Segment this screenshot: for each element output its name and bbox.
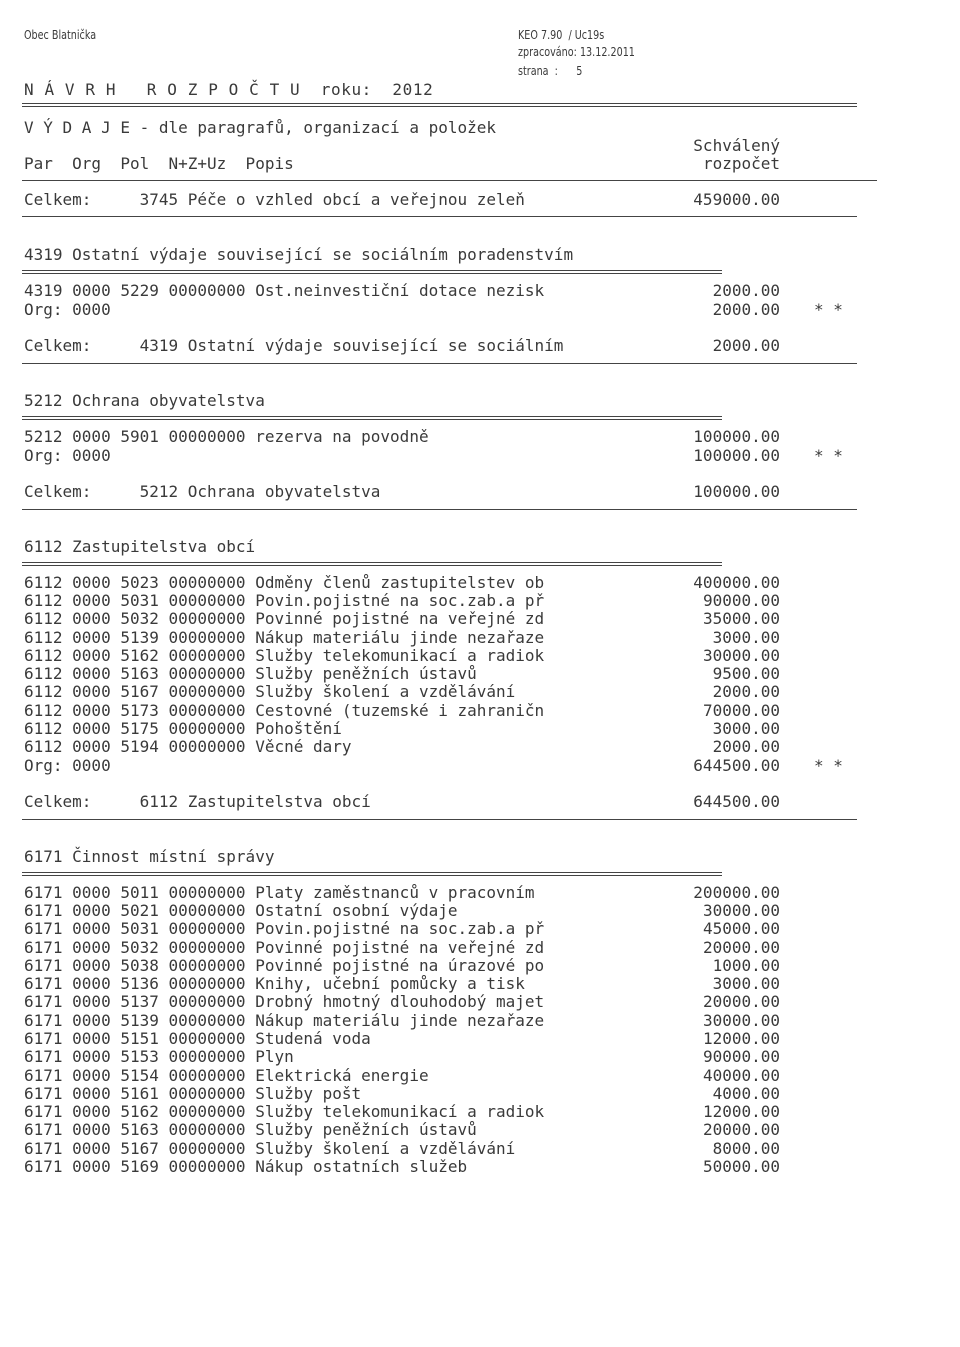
table-row: 6171 0000 5011 00000000 Platy zaměstnanců v pracovním 200000.00 [24,883,780,902]
table-row: 6171 0000 5162 00000000 Služby telekomunikací a radiok 12000.00 [24,1102,780,1121]
table-row: 6171 0000 5151 00000000 Studená voda 12000.00 [24,1029,780,1048]
double-divider [22,872,722,876]
section-total-row: Celkem: 5212 Ochrana obyvatelstva 100000.00 [24,482,780,501]
section-heading: 6171 Činnost místní správy [24,847,275,866]
table-row: 5212 0000 5901 00000000 rezerva na povodně 100000.00 [24,427,780,446]
table-row: 6112 0000 5031 00000000 Povin.pojistné na soc.zab.a př 90000.00 [24,591,780,610]
double-divider [22,562,722,566]
table-row: 6171 0000 5167 00000000 Služby školení a vzdělávání 8000.00 [24,1139,780,1158]
table-row: 6171 0000 5032 00000000 Povinné pojistné na veřejné zd 20000.00 [24,938,780,957]
table-row: 6171 0000 5154 00000000 Elektrická energie 40000.00 [24,1066,780,1085]
double-divider [22,270,722,274]
double-divider [22,103,857,107]
divider [22,509,857,510]
report-code: KEO 7.90 / Uc19s [518,28,605,42]
processed-date: zpracováno: 13.12.2011 [518,45,635,59]
org-subtotal-row: Org: 0000 2000.00 * * [24,300,843,319]
municipality-name: Obec Blatnička [24,28,97,42]
table-row: 6171 0000 5136 00000000 Knihy, učební pomůcky a tisk 3000.00 [24,974,780,993]
table-row: 6112 0000 5162 00000000 Služby telekomunikací a radiok 30000.00 [24,646,780,665]
double-divider [22,416,722,420]
table-row: 6171 0000 5153 00000000 Plyn 90000.00 [24,1047,780,1066]
table-row: 6112 0000 5163 00000000 Služby peněžních ústavů 9500.00 [24,664,780,683]
section-heading: 4319 Ostatní výdaje související se sociálním poradenstvím [24,245,574,264]
column-headers: Par Org Pol N+Z+Uz Popis [24,154,294,173]
table-row: 6171 0000 5169 00000000 Nákup ostatních služeb 50000.00 [24,1157,780,1176]
table-row: 6112 0000 5139 00000000 Nákup materiálu jinde nezařaze 3000.00 [24,628,780,647]
section-total-row: Celkem: 4319 Ostatní výdaje související se sociálním 2000.00 [24,336,780,355]
approved-column-header-1: Schválený [693,136,780,155]
section-heading: 6112 Zastupitelstva obcí [24,537,256,556]
report-subtitle: V Ý D A J E - dle paragrafů, organizací a položek [24,118,497,137]
table-row: 6112 0000 5023 00000000 Odměny členů zastupitelstev ob 400000.00 [24,573,780,592]
divider [22,363,857,364]
total-row-3745: Celkem: 3745 Péče o vzhled obcí a veřejnou zeleň 459000.00 [24,190,780,209]
table-row: 6112 0000 5194 00000000 Věcné dary 2000.00 [24,737,780,756]
table-row: 6171 0000 5161 00000000 Služby pošt 4000.00 [24,1084,780,1103]
table-row: 6171 0000 5139 00000000 Nákup materiálu jinde nezařaze 30000.00 [24,1011,780,1030]
approved-column-header-2: rozpočet [702,154,780,173]
table-row: 6112 0000 5032 00000000 Povinné pojistné na veřejné zd 35000.00 [24,609,780,628]
org-subtotal-row: Org: 0000 100000.00 * * [24,446,843,465]
divider [22,216,857,217]
table-row: 6112 0000 5167 00000000 Služby školení a vzdělávání 2000.00 [24,682,780,701]
table-row: 6171 0000 5163 00000000 Služby peněžních ústavů 20000.00 [24,1120,780,1139]
divider [22,180,877,181]
table-row: 6112 0000 5175 00000000 Pohoštění 3000.00 [24,719,780,738]
table-row: 6171 0000 5038 00000000 Povinné pojistné na úrazové po 1000.00 [24,956,780,975]
table-row: 4319 0000 5229 00000000 Ost.neinvestiční dotace nezisk 2000.00 [24,281,780,300]
page-indicator: strana : 5 [518,64,583,78]
section-total-row: Celkem: 6112 Zastupitelstva obcí 644500.00 [24,792,780,811]
divider [22,819,857,820]
org-subtotal-row: Org: 0000 644500.00 * * [24,756,843,775]
table-row: 6171 0000 5137 00000000 Drobný hmotný dlouhodobý majet 20000.00 [24,992,780,1011]
table-row: 6112 0000 5173 00000000 Cestovné (tuzemské i zahraničn 70000.00 [24,701,780,720]
page-title: N Á V R H R O Z P O Č T U roku: 2012 [24,80,434,99]
section-heading: 5212 Ochrana obyvatelstva [24,391,265,410]
table-row: 6171 0000 5021 00000000 Ostatní osobní výdaje 30000.00 [24,901,780,920]
table-row: 6171 0000 5031 00000000 Povin.pojistné na soc.zab.a př 45000.00 [24,919,780,938]
